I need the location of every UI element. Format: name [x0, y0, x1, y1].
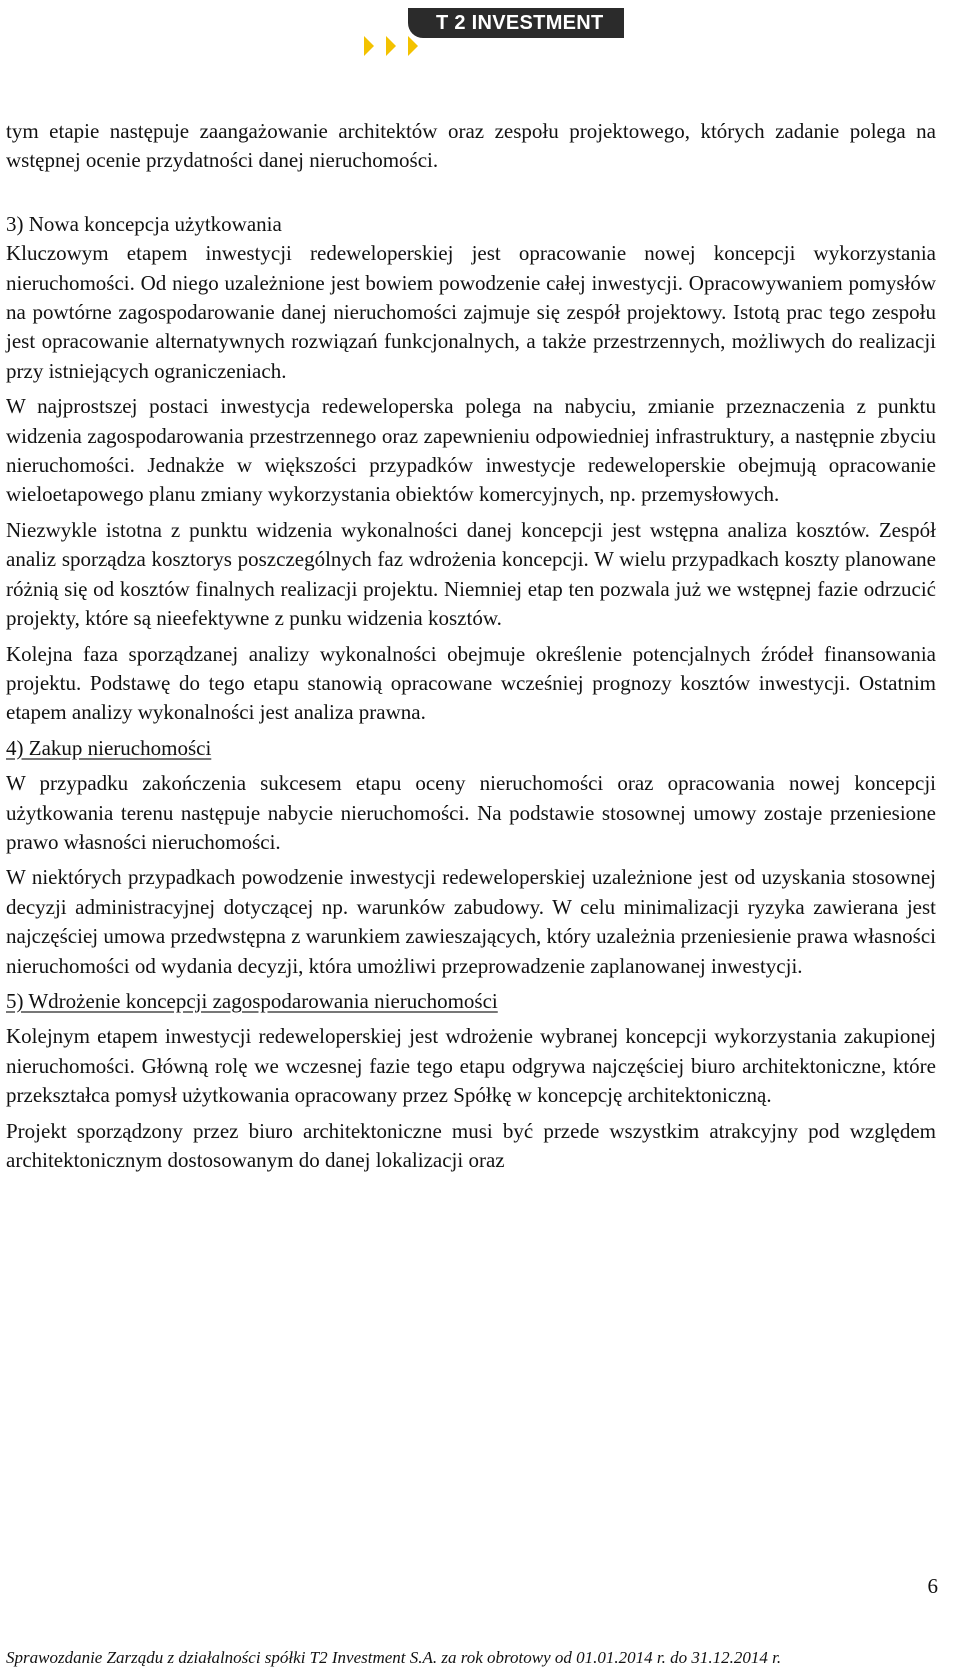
page-footer: Sprawozdanie Zarządu z działalności spółki T2 Investment S.A. za rok obrotowy od 01.01.2014 r. do 31.12.2014 r.	[6, 1648, 782, 1667]
paragraph: Kolejna faza sporządzanej analizy wykonalności obejmuje określenie potencjalnych źródeł finansowania projektu. Podstawę do tego etapu stanowią opracowane wcześniej prognozy kosztów inwestycji. Ostatnim etapem analizy wykonalności jest analiza prawna.	[6, 641, 936, 725]
section-heading-3: 3) Nowa koncepcja użytkowania	[6, 211, 282, 236]
paragraph: W przypadku zakończenia sukcesem etapu oceny nieruchomości oraz opracowania nowej koncepcji użytkowania terenu następuje nabycie nieruchomości. Na podstawie stosownej umowy zostaje przeniesione prawo własności nieruchomości.	[6, 771, 936, 854]
paragraph: Niezwykle istotna z punktu widzenia wykonalności danej koncepcji jest wstępna analiza kosztów. Zespół analiz sporządza kosztorys poszczególnych faz wdrożenia koncepcji. W wielu przypadkach koszty planowane różnią się od kosztów finalnych realizacji projektu. Niemniej etap ten pozwala już we wstępnej fazie odrzucić projekty, które są nieefektywne z punku widzenia kosztów.	[6, 517, 936, 631]
chevron-icon	[364, 36, 374, 56]
paragraph: W najprostszej postaci inwestycja redeweloperska polega na nabyciu, zmianie przeznaczenia z punktu widzenia zagospodarowania przestrzennego oraz zapewnieniu odpowiedniej infrastruktury, a następnie zbyciu nieruchomości. Jednakże w większości przypadków inwestycje redeweloperskie obejmują opracowanie wieloetapowego planu zmiany wykorzystania obiektów komercyjnych, np. przemysłowych.	[6, 394, 936, 507]
logo-text: T 2 INVESTMENT	[408, 8, 624, 38]
paragraph: tym etapie następuje zaangażowanie architektów oraz zespołu projektowego, których zadanie polega na wstępnej ocenie przydatności danej nieruchomości.	[6, 119, 936, 173]
section-heading-5: 5) Wdrożenie koncepcji zagospodarowania nieruchomości	[6, 988, 498, 1013]
section-heading-4: 4) Zakup nieruchomości	[6, 735, 212, 760]
chevron-icon	[386, 36, 396, 56]
paragraph: Kluczowym etapem inwestycji redeweloperskiej jest opracowanie nowej koncepcji wykorzystania nieruchomości. Od niego uzależnione jest bowiem powodzenie całej inwestycji. Opracowywaniem pomysłów na powtórne zagospodarowanie danej nieruchomości zajmuje się zespół projektowy. Istotą prac tego zespołu jest opracowanie alternatywnych rozwiązań funkcjonalnych, a także przestrzennych, możliwych do realizacji przy istniejących ograniczeniach.	[6, 241, 936, 383]
body-text	[6, 117, 936, 1181]
paragraph: Kolejnym etapem inwestycji redeweloperskiej jest wdrożenie wybranej koncepcji wykorzystania zakupionej nieruchomości. Główną rolę we wczesnej fazie tego etapu odgrywa najczęściej biuro architektoniczne, które przekształca pomysł użytkowania opracowany przez Spółkę w koncepcję architektoniczną.	[6, 1024, 936, 1108]
page-number: 6	[927, 1574, 938, 1598]
chevron-icon	[408, 36, 418, 56]
company-logo	[364, 8, 624, 54]
paragraph: W niektórych przypadkach powodzenie inwestycji redeweloperskiej uzależnione jest od uzyskania stosownej decyzji administracyjnej dotyczącej np. warunków zabudowy. W celu minimalizacji ryzyka zawierana jest najczęściej umowa przedwstępna z warunkiem zawieszających, który uzależnia przeniesienie prawa własności nieruchomości od wydania decyzji, która umożliwi przeprowadzenie zaplanowanej inwestycji.	[6, 865, 936, 978]
paragraph: Projekt sporządzony przez biuro architektoniczne musi być przede wszystkim atrakcyjny pod względem architektonicznym dostosowanym do danej lokalizacji oraz	[6, 1118, 936, 1172]
